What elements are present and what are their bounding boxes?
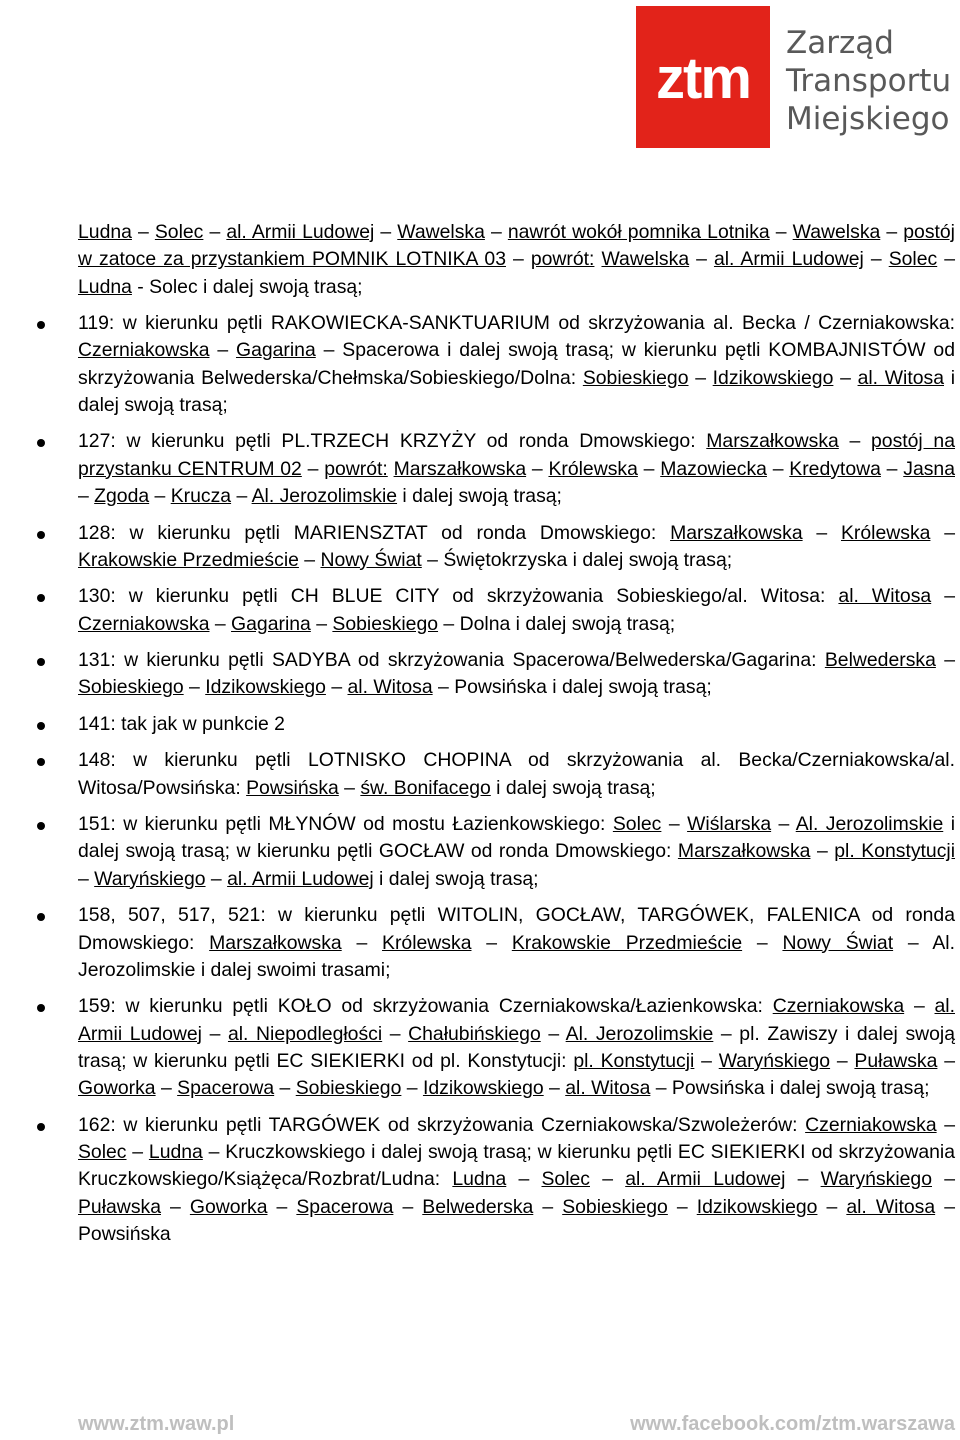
- bullet-icon: [37, 1123, 45, 1131]
- bullet-icon: [37, 722, 45, 730]
- street-name: nawrót wokół pomnika Lotnika: [507, 221, 770, 243]
- street-name: Królewska: [548, 457, 638, 480]
- street-name: al. Witosa: [838, 585, 932, 608]
- route-text: –: [830, 1049, 855, 1072]
- street-name: Sobieskiego: [562, 1195, 668, 1218]
- route-item: [78, 520, 955, 575]
- route-list: [78, 310, 955, 1248]
- route-text: –: [301, 457, 325, 480]
- route-text: –: [155, 1077, 178, 1100]
- route-text: w kierunku pętli PL.TRZECH KRZYŻY od ronda Dmowskiego:: [115, 430, 707, 453]
- route-text: –: [769, 221, 793, 243]
- street-name: Goworka: [78, 1077, 156, 1100]
- route-text: i dalej swoją trasą;: [490, 776, 656, 799]
- route-text: –: [161, 1195, 190, 1218]
- street-name: Sobieskiego: [78, 676, 184, 699]
- street-name: al. Witosa: [846, 1195, 936, 1218]
- route-text: –: [543, 1077, 566, 1100]
- route-text: – Powsińska i dalej swoją trasą;: [650, 1077, 930, 1100]
- street-name: św. Bonifacego: [360, 776, 491, 799]
- route-text: –: [126, 1140, 149, 1163]
- street-name: Wawelska: [601, 248, 690, 271]
- street-name: pl. Konstytucji: [834, 840, 956, 863]
- route-text: –: [471, 931, 512, 954]
- route-text: w kierunku pętli MARIENSZTAT od ronda Dmowskiego:: [115, 521, 671, 544]
- street-name: Belwederska: [824, 649, 936, 672]
- street-name: Marszałkowska: [706, 430, 839, 453]
- street-name: Puławska: [78, 1195, 161, 1218]
- route-text: –: [274, 1077, 296, 1100]
- bullet-icon: [37, 531, 45, 539]
- street-name: Marszałkowska: [670, 521, 803, 544]
- route-item: [78, 711, 955, 738]
- route-item: [78, 647, 955, 702]
- logo-line-3: Miejskiego: [786, 101, 950, 137]
- route-text: –: [880, 457, 904, 480]
- route-text: –: [937, 1049, 955, 1072]
- route-text: –: [505, 248, 531, 271]
- route-text: –: [936, 1113, 955, 1136]
- footer-facebook-link[interactable]: www.facebook.com/ztm.warszawa: [630, 1413, 955, 1435]
- route-text: –: [935, 649, 955, 672]
- route-text: w kierunku pętli RAKOWIECKA-SANKTUARIUM od skrzyżowania al. Becka / Czerniakowska:: [114, 312, 955, 335]
- route-item: [78, 811, 955, 893]
- street-name: Mazowiecka: [660, 457, 767, 480]
- street-name: Wawelska: [397, 221, 485, 243]
- logo-line-1: Zarząd: [786, 25, 894, 61]
- route-text: –: [382, 1022, 409, 1045]
- route-text: –: [742, 931, 783, 954]
- street-name: Gagarina: [231, 612, 311, 635]
- street-name: postój w zatoce za przystankiem POMNIK LOTNIKA 03: [78, 221, 955, 271]
- footer-website-link[interactable]: www.ztm.waw.pl: [78, 1413, 235, 1435]
- route-text: –: [325, 676, 348, 699]
- street-name: Al. Jerozolimskie: [251, 485, 398, 508]
- ztm-logo-mark-box: [636, 6, 770, 148]
- line-number: 148:: [78, 749, 116, 772]
- logo-line-2: Transportu: [786, 63, 952, 99]
- street-name: al. Witosa: [565, 1077, 651, 1100]
- route-text: –: [374, 221, 398, 243]
- bullet-icon: [37, 913, 45, 921]
- route-text: –: [937, 248, 956, 271]
- route-text: i dalej swoją trasą;: [373, 867, 539, 890]
- street-name: Nowy Świat: [320, 548, 422, 571]
- route-text: –: [209, 339, 236, 362]
- line-number: 128:: [78, 521, 116, 544]
- street-name: Królewska: [382, 931, 472, 954]
- street-name: Al. Jerozolimskie: [565, 1022, 714, 1045]
- street-name: Al. Jerozolimskie: [795, 813, 944, 836]
- route-text: –: [183, 676, 206, 699]
- street-name: pl. Konstytucji: [573, 1049, 695, 1072]
- street-name: Idzikowskiego: [696, 1195, 818, 1218]
- street-name: Idzikowskiego: [422, 1077, 544, 1100]
- route-text: tak jak w punkcie 2: [115, 712, 285, 735]
- route-text: –: [833, 366, 858, 389]
- street-name: Krucza: [170, 485, 232, 508]
- route-text: –: [149, 485, 171, 508]
- route-text: –: [785, 1168, 821, 1191]
- intro-paragraph: [78, 219, 955, 301]
- street-name: Ludna: [452, 1168, 507, 1191]
- route-text: –: [338, 776, 361, 799]
- route-text: –: [689, 248, 714, 271]
- street-name: al. Witosa: [347, 676, 433, 699]
- ztm-logo: [636, 6, 956, 148]
- street-name: Waryńskiego: [94, 867, 206, 890]
- bullet-icon: [37, 1004, 45, 1012]
- street-name: al. Armii Ludowej: [625, 1168, 786, 1191]
- route-text: –: [393, 1195, 423, 1218]
- route-text: –: [637, 457, 661, 480]
- route-text: –: [863, 248, 889, 271]
- street-name: Solec: [541, 1168, 590, 1191]
- street-name: al. Niepodległości: [227, 1022, 383, 1045]
- route-text: –: [802, 521, 841, 544]
- street-name: Czerniakowska: [772, 995, 905, 1018]
- route-text: –: [904, 995, 935, 1018]
- route-text: –: [931, 1168, 955, 1191]
- street-name: Ludna: [148, 1140, 203, 1163]
- street-name: Puławska: [854, 1049, 938, 1072]
- line-number: 158, 507, 517, 521:: [78, 904, 266, 927]
- route-text: – Al. Jerozolimskie i dalej swoimi trasami;: [78, 931, 955, 981]
- route-text: –: [694, 1049, 719, 1072]
- route-text: w kierunku pętli KOŁO od skrzyżowania Czerniakowska/Łazienkowska:: [115, 995, 773, 1018]
- line-number: 130:: [78, 585, 116, 608]
- route-text: i dalej swoją trasą; w kierunku pętli GOCŁAW od ronda Dmowskiego:: [78, 813, 956, 863]
- route-text: – Powsińska: [78, 1195, 955, 1245]
- route-text: - Solec i dalej swoją trasą;: [131, 275, 363, 298]
- street-name: Idzikowskiego: [205, 676, 326, 699]
- street-name: Marszałkowska: [393, 457, 527, 480]
- route-text: –: [310, 612, 333, 635]
- bullet-icon: [37, 658, 45, 666]
- route-text: –: [817, 1195, 847, 1218]
- line-number: 131:: [78, 649, 116, 672]
- route-text: w kierunku pętli MŁYNÓW od mostu Łazienkowskiego:: [115, 813, 613, 836]
- route-text: –: [667, 1195, 697, 1218]
- route-text: i dalej swoją trasą;: [78, 366, 955, 416]
- street-name: Solec: [612, 813, 662, 836]
- route-text: –: [880, 221, 904, 243]
- route-text: – Spacerowa i dalej swoją trasą; w kierunku pętli KOMBAJNISTÓW od skrzyżowania Belwederska/Chełmska/Sobieskiego/Dolna:: [78, 339, 956, 389]
- route-text: w kierunku pętli LOTNISKO CHOPINA od skrzyżowania al. Becka/Czerniakowska/al. Witosa/Powsińska:: [78, 749, 955, 799]
- route-item: [78, 428, 955, 510]
- bullet-icon: [37, 822, 45, 830]
- street-name: Czerniakowska: [78, 339, 210, 362]
- route-text: –: [526, 457, 549, 480]
- route-text: –: [209, 612, 232, 635]
- route-text: –: [810, 840, 835, 863]
- street-name: Ludna: [78, 275, 132, 298]
- route-text: i dalej swoją trasą;: [397, 485, 562, 508]
- street-name: Solec: [78, 1140, 127, 1163]
- route-text: w kierunku pętli CH BLUE CITY od skrzyżowania Sobieskiego/al. Witosa:: [115, 585, 839, 608]
- street-name: Marszałkowska: [677, 840, 811, 863]
- street-name: Kredytowa: [789, 457, 881, 480]
- route-text: –: [590, 1168, 626, 1191]
- street-name: Belwederska: [422, 1195, 534, 1218]
- street-name: Chałubińskiego: [408, 1022, 541, 1045]
- route-text: –: [131, 221, 155, 243]
- street-name: Idzikowskiego: [712, 366, 834, 389]
- street-name: Solec: [154, 221, 204, 243]
- ztm-logo-mark-text: ztm: [656, 46, 750, 111]
- street-name: Wiślarska: [687, 813, 772, 836]
- street-name: Sobieskiego: [332, 612, 439, 635]
- street-name: al. Armii Ludowej: [226, 221, 375, 243]
- street-name: Spacerowa: [296, 1195, 394, 1218]
- page-footer: [78, 1413, 960, 1440]
- route-text: – Dolna i dalej swoją trasą;: [438, 612, 676, 635]
- street-name: Ludna: [78, 221, 132, 243]
- route-text: –: [533, 1195, 563, 1218]
- street-name: Powsińska: [246, 776, 339, 799]
- route-item: [78, 747, 955, 802]
- route-text: –: [401, 1077, 423, 1100]
- line-number: 127:: [78, 430, 116, 453]
- street-name: Waryńskiego: [718, 1049, 831, 1072]
- route-text: –: [930, 521, 956, 544]
- street-name: al. Armii Ludowej: [78, 995, 955, 1045]
- bullet-icon: [37, 321, 45, 329]
- street-name: Spacerowa: [177, 1077, 275, 1100]
- route-text: –: [506, 1168, 542, 1191]
- route-text: –: [203, 221, 227, 243]
- route-text: –: [205, 867, 228, 890]
- street-name: Czerniakowska: [805, 1113, 937, 1136]
- street-name: Jasna: [903, 457, 955, 480]
- line-number: 159:: [78, 995, 116, 1018]
- line-number: 151:: [78, 813, 116, 836]
- route-text: –: [484, 221, 508, 243]
- street-name: Gagarina: [235, 339, 316, 362]
- street-name: postój na przystanku CENTRUM 02: [78, 430, 956, 480]
- street-name: Sobieskiego: [582, 366, 689, 389]
- route-item: [78, 993, 955, 1102]
- route-text: –: [838, 430, 871, 453]
- route-item: [78, 1112, 955, 1248]
- route-text: –: [931, 585, 955, 608]
- street-name: Zgoda: [94, 485, 150, 508]
- street-name: Marszałkowska: [209, 931, 342, 954]
- route-text: –: [540, 1022, 566, 1045]
- route-text: – Powsińska i dalej swoją trasą;: [432, 676, 712, 699]
- route-item: [78, 583, 955, 638]
- street-name: powrót:: [324, 457, 388, 480]
- street-name: Goworka: [189, 1195, 268, 1218]
- route-text: –: [267, 1195, 297, 1218]
- street-name: Krakowskie Przedmieście: [511, 931, 743, 954]
- route-text: –: [201, 1022, 228, 1045]
- street-name: Solec: [888, 248, 938, 271]
- route-text: –: [688, 366, 713, 389]
- route-text: w kierunku pętli WITOLIN, GOCŁAW, TARGÓWEK, FALENICA od ronda Dmowskiego:: [78, 904, 955, 954]
- line-number: 119:: [78, 312, 115, 335]
- route-text: –: [298, 548, 321, 571]
- street-name: Wawelska: [792, 221, 881, 243]
- bullet-icon: [37, 758, 45, 766]
- street-name: Krakowskie Przedmieście: [78, 548, 299, 571]
- route-text: –: [661, 813, 688, 836]
- street-name: al. Armii Ludowej: [713, 248, 864, 271]
- document-body: [78, 219, 955, 1248]
- route-text: –: [766, 457, 790, 480]
- route-text: –: [78, 485, 95, 508]
- street-name: al. Witosa: [857, 366, 944, 389]
- route-item: [78, 902, 955, 984]
- route-text: – Kruczkowskiego i dalej swoją trasą; w kierunku pętli EC SIEKIERKI od skrzyżowania Kruczkowskiego/Książęca/Rozbrat/Ludna:: [78, 1140, 956, 1191]
- bullet-icon: [37, 594, 45, 602]
- street-name: Czerniakowska: [78, 612, 210, 635]
- route-item: [78, 310, 955, 419]
- street-name: Nowy Świat: [782, 931, 894, 954]
- street-name: Królewska: [840, 521, 931, 544]
- route-text: –: [231, 485, 252, 508]
- street-name: al. Armii Ludowej: [227, 867, 374, 890]
- ztm-logo-wordmark: [786, 24, 951, 138]
- route-text: – Świętokrzyska i dalej swoją trasą;: [421, 548, 733, 571]
- route-text: –: [771, 813, 796, 836]
- route-text: w kierunku pętli SADYBA od skrzyżowania Spacerowa/Belwederska/Gagarina:: [115, 649, 825, 672]
- street-name: Waryńskiego: [820, 1168, 932, 1191]
- route-text: –: [341, 931, 383, 954]
- street-name: Sobieskiego: [295, 1077, 402, 1100]
- line-number: 162:: [78, 1113, 116, 1136]
- line-number: 141:: [78, 712, 116, 735]
- route-text: – pl. Zawiszy i dalej swoją trasą; w kierunku pętli EC SIEKIERKI od pl. Konstytucji:: [78, 1022, 956, 1072]
- route-text: w kierunku pętli TARGÓWEK od skrzyżowania Czerniakowska/Szwoleżerów:: [115, 1113, 806, 1136]
- street-name: powrót:: [530, 248, 595, 271]
- route-text: –: [78, 867, 95, 890]
- bullet-icon: [37, 439, 45, 447]
